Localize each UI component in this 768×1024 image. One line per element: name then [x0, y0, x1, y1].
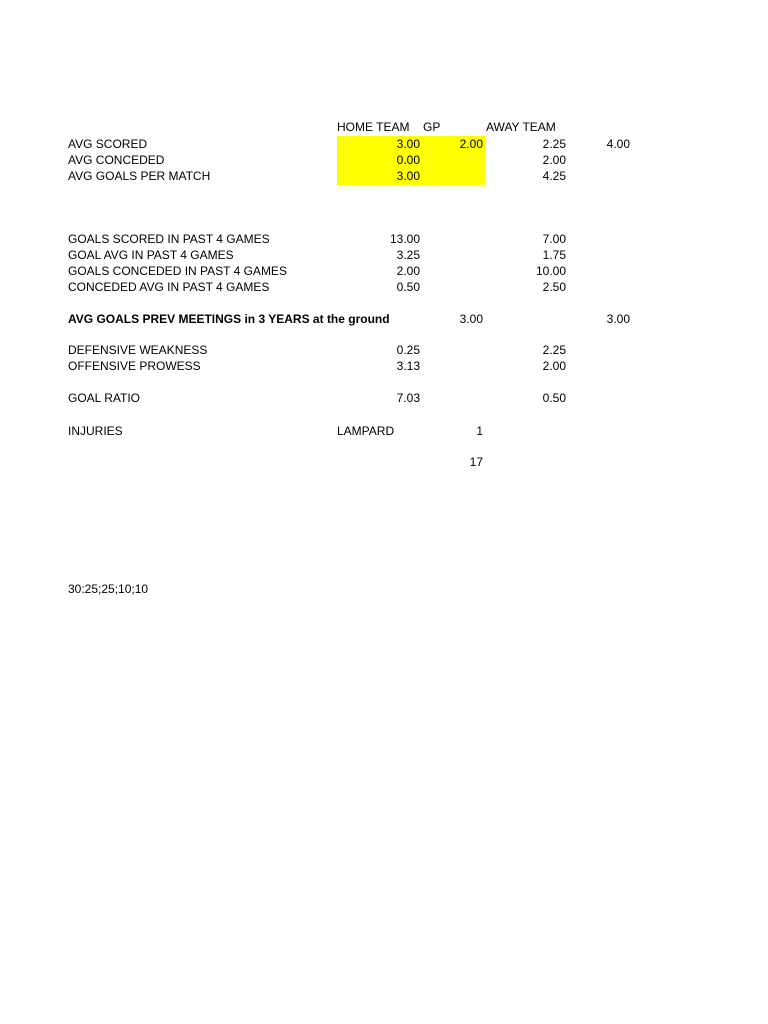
label-goal-ratio: GOAL RATIO — [68, 391, 141, 405]
label-injuries: INJURIES — [68, 424, 123, 438]
goal-avg-past-4-home: 3.25 — [396, 248, 420, 262]
goals-conceded-past-4-away: 10.00 — [535, 264, 566, 278]
avg-scored-extra: 4.00 — [606, 137, 630, 151]
avg-per-match-home: 3.00 — [396, 169, 420, 183]
goals-scored-past-4-away: 7.00 — [542, 232, 566, 246]
defensive-weakness-home: 0.25 — [396, 343, 420, 357]
misc-number: 17 — [469, 455, 483, 469]
conceded-avg-past-4-home: 0.50 — [396, 280, 420, 294]
avg-scored-away: 2.25 — [542, 137, 566, 151]
label-goals-scored-past-4: GOALS SCORED IN PAST 4 GAMES — [68, 232, 270, 246]
goals-conceded-past-4-home: 2.00 — [396, 264, 420, 278]
label-avg-goals-per-match: AVG GOALS PER MATCH — [68, 169, 211, 183]
label-conceded-avg-past-4: CONCEDED AVG IN PAST 4 GAMES — [68, 280, 270, 294]
injuries-player: LAMPARD — [337, 424, 395, 438]
header-home-team: HOME TEAM — [337, 120, 410, 134]
header-away-team: AWAY TEAM — [486, 120, 556, 134]
avg-scored-gp: 2.00 — [459, 137, 483, 151]
goal-ratio-home: 7.03 — [396, 391, 420, 405]
label-offensive-prowess: OFFENSIVE PROWESS — [68, 359, 201, 373]
label-avg-goals-prev-meetings: AVG GOALS PREV MEETINGS in 3 YEARS at the ground — [68, 312, 390, 326]
label-goal-avg-past-4: GOAL AVG IN PAST 4 GAMES — [68, 248, 234, 262]
avg-conceded-away: 2.00 — [542, 153, 566, 167]
footer-note: 30:25;25;10;10 — [68, 582, 149, 596]
label-avg-scored: AVG SCORED — [68, 137, 148, 151]
conceded-avg-past-4-away: 2.50 — [542, 280, 566, 294]
goal-avg-past-4-away: 1.75 — [542, 248, 566, 262]
avg-conceded-home: 0.00 — [396, 153, 420, 167]
header-gp: GP — [423, 120, 441, 134]
label-avg-conceded: AVG CONCEDED — [68, 153, 165, 167]
avg-per-match-away: 4.25 — [542, 169, 566, 183]
prev-meetings-value-1: 3.00 — [459, 312, 483, 326]
prev-meetings-value-2: 3.00 — [606, 312, 630, 326]
injuries-count: 1 — [476, 424, 483, 438]
offensive-prowess-away: 2.00 — [542, 359, 566, 373]
defensive-weakness-away: 2.25 — [542, 343, 566, 357]
offensive-prowess-home: 3.13 — [396, 359, 420, 373]
goals-scored-past-4-home: 13.00 — [389, 232, 420, 246]
goal-ratio-away: 0.50 — [542, 391, 566, 405]
avg-scored-home: 3.00 — [396, 137, 420, 151]
label-defensive-weakness: DEFENSIVE WEAKNESS — [68, 343, 208, 357]
label-goals-conceded-past-4: GOALS CONCEDED IN PAST 4 GAMES — [68, 264, 287, 278]
